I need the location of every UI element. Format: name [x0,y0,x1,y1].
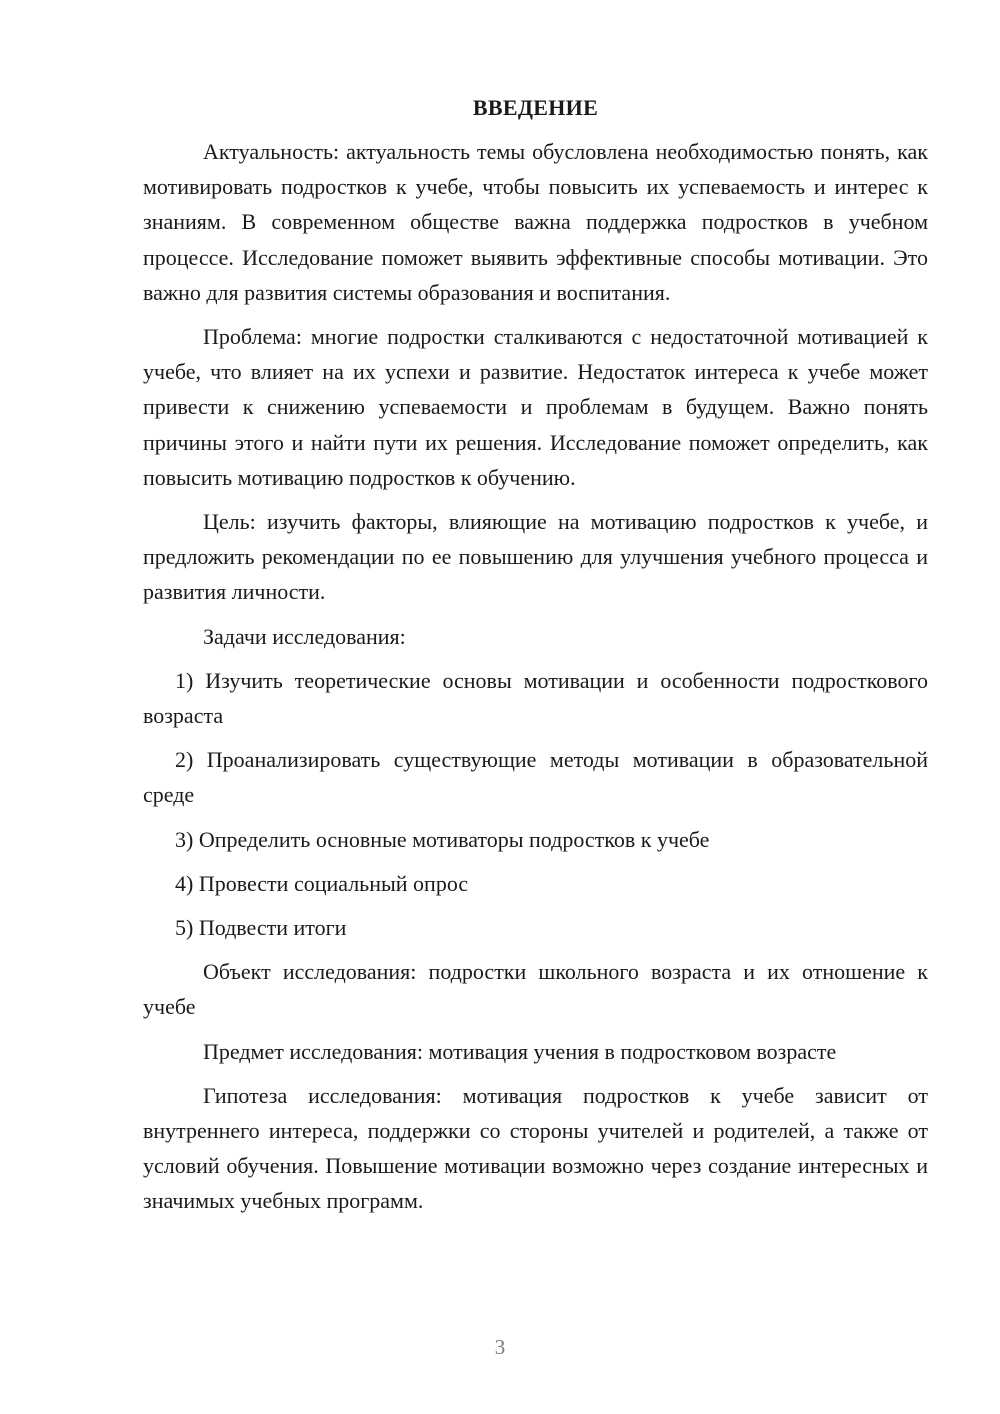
goal-paragraph: Цель: изучить факторы, влияющие на мотивацию подростков к учебе, и предложить рекомендации по ее повышению для улучшения учебного процесса и развития личности. [143,509,928,605]
task-item-3: 3) Определить основные мотиваторы подростков к учебе [175,826,710,852]
relevance-paragraph: Актуальность: актуальность темы обусловлена необходимостью понять, как мотивировать подростков к учебе, чтобы повысить их успеваемость и интерес к знаниям. В современном обществе важна поддержка подростков в учебном процессе. Исследование поможет выявить эффективные способы мотивации. Это важно для развития системы образования и воспитания. [143,139,928,305]
task-item-2: 2) Проанализировать существующие методы мотивации в образовательной среде [143,747,928,808]
subject-paragraph: Предмет исследования: мотивация учения в подростковом возрасте [203,1038,837,1064]
page-content [143,92,928,1228]
tasks-intro: Задачи исследования: [203,623,406,649]
hypothesis-paragraph: Гипотеза исследования: мотивация подростков к учебе зависит от внутреннего интереса, поддержки со стороны учителей и родителей, а также от условий обучения. Повышение мотивации возможно через создание интересных и значимых учебных программ. [143,1082,928,1214]
task-item-1: 1) Изучить теоретические основы мотивации и особенности подросткового возраста [143,667,928,729]
section-heading: ВВЕДЕНИЕ [472,95,599,120]
task-item-4: 4) Провести социальный опрос [175,870,469,896]
page-number: 3 [494,1335,506,1359]
object-paragraph: Объект исследования: подростки школьного возраста и их отношение к учебе [143,959,928,1020]
problem-paragraph: Проблема: многие подростки сталкиваются с недостаточной мотивацией к учебе, что влияет на их успехи и развитие. Недостаток интереса к учебе может привести к снижению успеваемости и проблемам в будущем. Важно понять причины этого и найти пути их решения. Исследование поможет определить, как повысить мотивацию подростков к обучению. [143,324,928,490]
task-item-5: 5) Подвести итоги [175,915,347,941]
